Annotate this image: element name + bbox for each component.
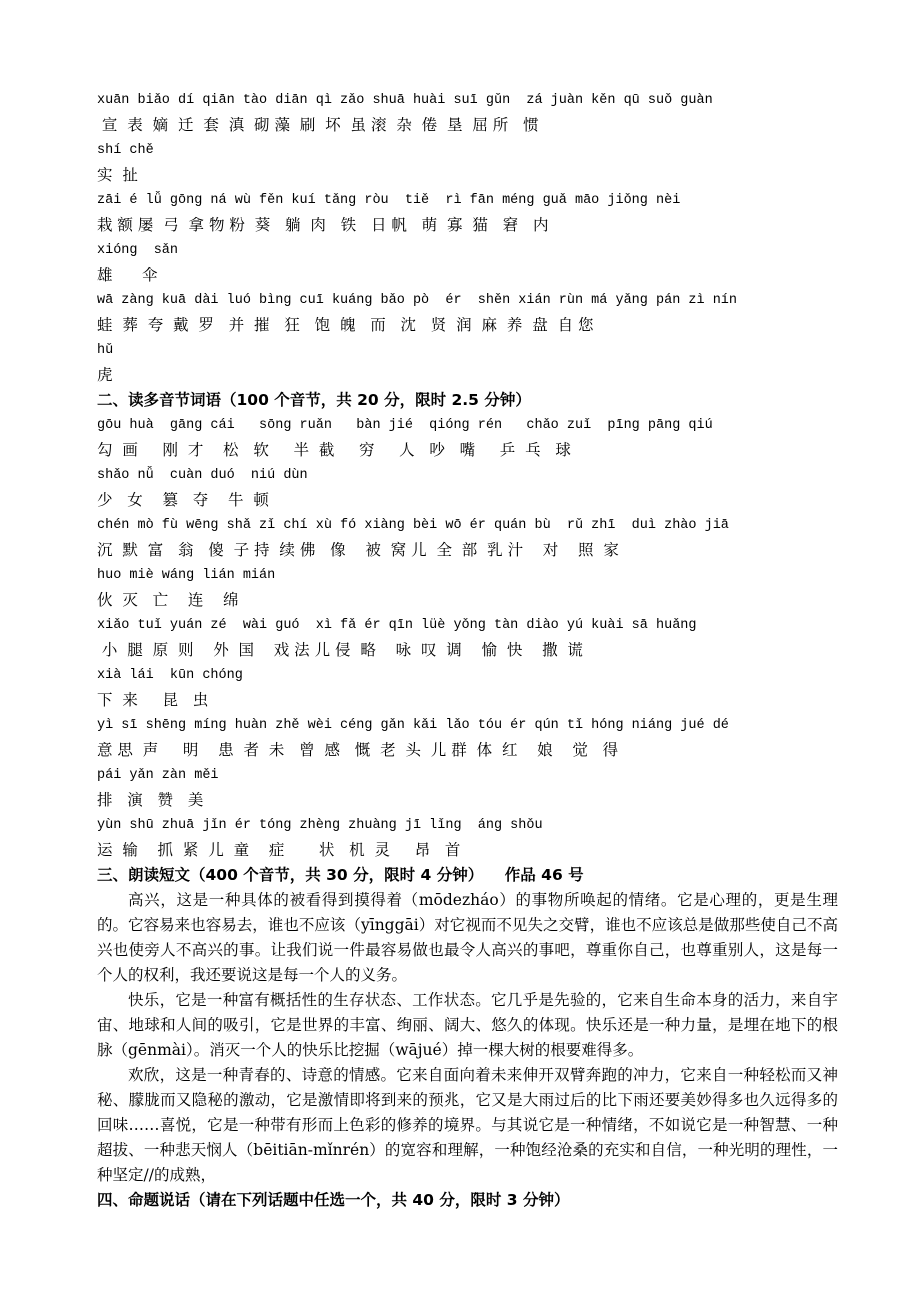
- pinyin-line: shǎo nǚ cuàn duó niú dùn: [97, 468, 308, 483]
- section-heading: 三、朗读短文（400 个音节，共 30 分，限时 4 分钟） 作品 46 号: [97, 866, 584, 884]
- pinyin-line: xià lái kūn chóng: [97, 668, 243, 683]
- hanzi-line: 下 来 昆 虫: [97, 691, 209, 709]
- hanzi-line: 运 输 抓 紧 儿 童 症 状 机 灵 昂 首: [97, 841, 461, 859]
- pinyin-line: chén mò fù wēng shǎ zǐ chí xù fó xiàng bèi wō ér quán bù rǔ zhī duì zhào jiā: [97, 518, 729, 533]
- hanzi-line: 勾 画 刚 才 松 软 半 截 穷 人 吵 嘴 乒 乓 球: [97, 441, 571, 459]
- hanzi-line: 小 腿 原 则 外 国 戏 法 儿 侵 略 咏 叹 调 愉 快 撒 谎: [97, 641, 583, 659]
- pinyin-line: xiǎo tuǐ yuán zé wài guó xì fǎ ér qīn lüè yǒng tàn diào yú kuài sā huǎng: [97, 618, 697, 633]
- hanzi-line: 栽 额 屡 弓 拿 物 粉 葵 躺 肉 铁 日 帆 萌 寡 猫 窘 内: [97, 216, 549, 234]
- hanzi-line: 少 女 篡 夺 牛 顿: [97, 491, 269, 509]
- pinyin-line: wā zàng kuā dài luó bìng cuī kuáng bǎo pò ér shěn xián rùn má yǎng pán zì nín: [97, 293, 738, 308]
- reading-paragraph: 欢欣，这是一种青春的、诗意的情感。它来自面向着未来伸开双臂奔跑的冲力，它来自一种轻松而又神秘、朦胧而又隐秘的激动，它是激情即将到来的预兆，它又是大雨过后的比下雨还要美妙得多也久远得多的回味……喜悦，它是一种带有形而上色彩的修养的境界。与其说它是一种情绪，不如说它是一种智慧、一种超拔、一种悲天悯人（bēitiān-mǐnrén）的宽容和理解，一种饱经沧桑的充实和自信，一种光明的理性，一种坚定//的成熟，: [97, 1066, 838, 1184]
- pinyin-line: yùn shū zhuā jǐn ér tóng zhèng zhuàng jī lǐng áng shǒu: [97, 818, 543, 833]
- section-heading: 四、命题说话（请在下列话题中任选一个，共 40 分，限时 3 分钟）: [97, 1191, 570, 1209]
- hanzi-line: 雄 伞: [97, 266, 158, 284]
- section-1-syllables: [97, 88, 838, 388]
- hanzi-line: 沉 默 富 翁 傻 子 持 续 佛 像 被 窝 儿 全 部 乳 汁 对 照 家: [97, 541, 619, 559]
- hanzi-line: 意 思 声 明 患 者 未 曾 感 慨 老 头 儿 群 体 红 娘 觉 得: [97, 741, 619, 759]
- reading-paragraph: 快乐，它是一种富有概括性的生存状态、工作状态。它几乎是先验的，它来自生命本身的活力，来自宇宙、地球和人间的吸引，它是世界的丰富、绚丽、阔大、悠久的体现。快乐还是一种力量，是埋在地下的根脉（gēnmài）。消灭一个人的快乐比挖掘（wājué）掉一棵大树的根要难得多。: [97, 991, 838, 1059]
- pinyin-line: hǔ: [97, 343, 114, 358]
- reading-paragraph: 高兴，这是一种具体的被看得到摸得着（mōdezháo）的事物所唤起的情绪。它是心理的，更是生理的。它容易来也容易去，谁也不应该（yīnggāi）对它视而不见失之交臂，谁也不应该总是做那些使自己不高兴也使旁人不高兴的事。让我们说一件最容易做也最令人高兴的事吧，尊重你自己，也尊重别人，这是每一个人的权利，我还要说这是每一个人的义务。: [97, 891, 838, 984]
- section-heading: 二、读多音节词语（100 个音节，共 20 分，限时 2.5 分钟）: [97, 391, 531, 409]
- hanzi-line: 排 演 赞 美: [97, 791, 204, 809]
- pinyin-line: shí chě: [97, 143, 154, 158]
- pinyin-line: zāi é lǚ gōng ná wù fěn kuí tǎng ròu tiě rì fān méng guǎ māo jiǒng nèi: [97, 193, 681, 208]
- hanzi-line: 实 扯: [97, 166, 138, 184]
- pinyin-line: xuān biǎo dí qiān tào diān qì zǎo shuā huài suī gǔn zá juàn kěn qū suǒ guàn: [97, 93, 713, 108]
- pinyin-line: yì sī shēng míng huàn zhě wèi céng gǎn kǎi lǎo tóu ér qún tǐ hóng niáng jué dé: [97, 718, 729, 733]
- hanzi-line: 宣 表 嫡 迁 套 滇 砌 藻 刷 坏 虽 滚 杂 倦 垦 屈 所 惯: [97, 116, 539, 134]
- hanzi-line: 虎: [97, 366, 113, 384]
- pinyin-line: gōu huà gāng cái sōng ruǎn bàn jié qióng rén chǎo zuǐ pīng pāng qiú: [97, 418, 713, 433]
- pinyin-line: xióng sǎn: [97, 243, 179, 258]
- section-3-reading: [97, 863, 838, 1188]
- pinyin-line: huo miè wáng lián mián: [97, 568, 276, 583]
- pinyin-line: pái yǎn zàn měi: [97, 768, 219, 783]
- hanzi-line: 伙 灭 亡 连 绵: [97, 591, 239, 609]
- section-4-speaking: [97, 1188, 838, 1213]
- section-2-words: [97, 388, 838, 863]
- hanzi-line: 蛙 葬 夸 戴 罗 并 摧 狂 饱 魄 而 沈 贤 润 麻 养 盘 自 您: [97, 316, 594, 334]
